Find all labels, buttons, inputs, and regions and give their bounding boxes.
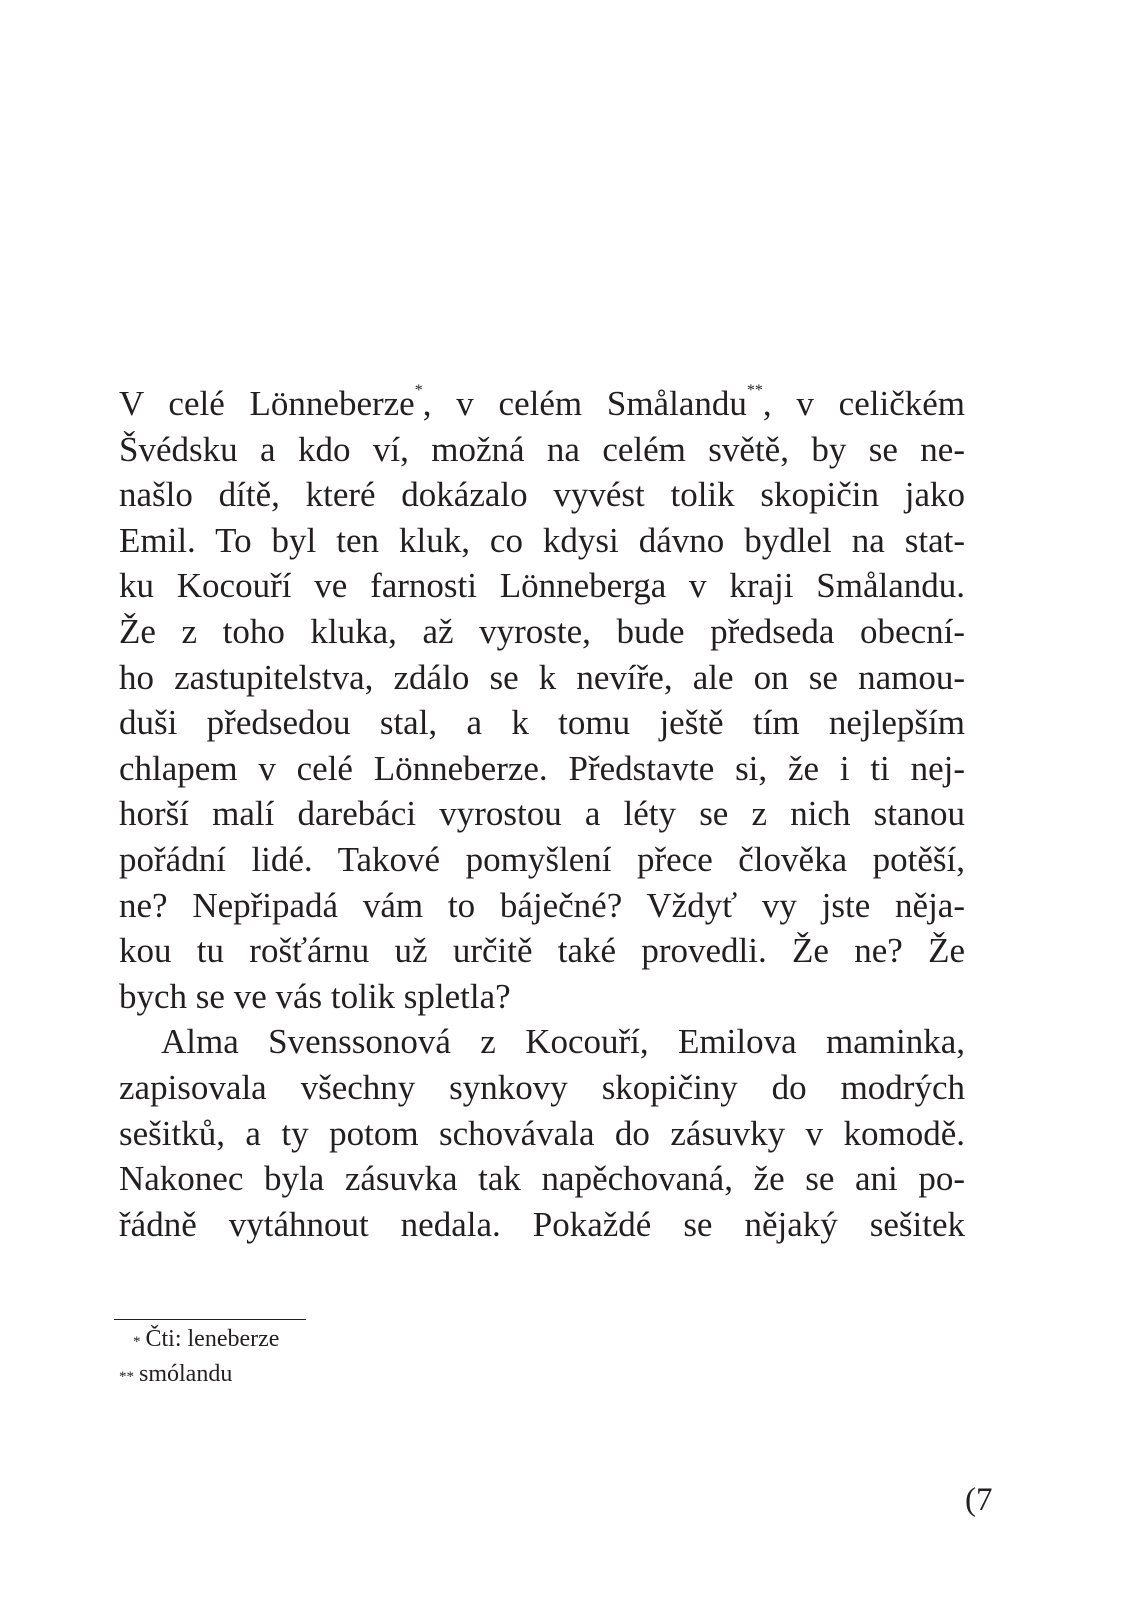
body-text [119,381,965,1247]
footnote-ref-1[interactable]: * [414,382,423,399]
footnote-mark: * [133,1334,141,1350]
text-line: Emil. To byl ten kluk, co kdysi dávno bydlel na stat- [119,520,965,560]
text-line: zapisovala všechny synkovy skopičiny do modrých [119,1067,965,1107]
text-line: ne? Nepřipadá vám to báječné? Vždyť vy jste něja- [119,885,965,925]
page-number: (7 [965,1482,993,1518]
footnote-1 [119,1322,279,1357]
text-line: ku Kocouří ve farnosti Lönneberga v kraji Smålandu. [119,566,965,606]
text-line: Nakonec byla zásuvka tak napěchovaná, že se ani po- [119,1159,965,1199]
text-line: V celé Lönneberze*, v celém Smålandu**, v celičkém [119,382,965,423]
footnote-divider [114,1319,306,1320]
footnote-text: smólandu [139,1361,233,1387]
text-line: kou tu rošťárnu už určitě také provedli. Že ne? Že [119,931,965,971]
footnotes [119,1322,279,1392]
text-line: bych se ve vás tolik spletla? [119,976,511,1016]
text-line: Alma Svenssonová z Kocouří, Emilova maminka, [161,1022,965,1062]
text-line: duši předsedou stal, a k tomu ještě tím nejlepším [119,703,965,743]
text-line: Že z toho kluka, až vyroste, bude předseda obecní- [119,611,965,651]
footnote-mark: ** [119,1369,134,1385]
footnote-text: Čti: leneberze [145,1326,280,1352]
text-line: řádně vytáhnout nedala. Pokaždé se nějaký sešitek [119,1204,965,1244]
text-line: sešitků, a ty potom schovávala do zásuvky v komodě. [119,1113,965,1153]
text-line: Švédsku a kdo ví, možná na celém světě, by se ne- [119,429,965,469]
footnote-ref-2[interactable]: ** [746,382,763,399]
text-line: chlapem v celé Lönneberze. Představte si, že i ti nej- [119,748,965,788]
footnote-2 [119,1357,279,1392]
text-line: našlo dítě, které dokázalo vyvést tolik skopičin jako [119,475,965,515]
text-line: horší malí darebáci vyrostou a léty se z nich stanou [119,794,965,834]
text-line: ho zastupitelstva, zdálo se k nevíře, ale on se namou- [119,657,965,697]
text-line: pořádní lidé. Takové pomyšlení přece člověka potěší, [119,839,965,879]
